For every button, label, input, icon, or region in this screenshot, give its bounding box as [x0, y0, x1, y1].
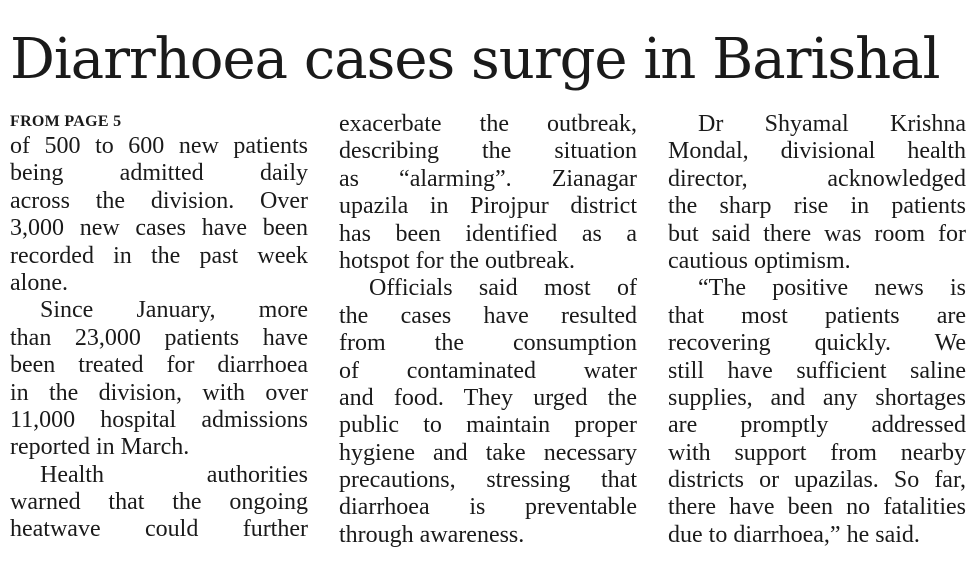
text-line: of 500 to 600 new patients: [10, 133, 308, 159]
text-line: as “alarming”. Zianagar: [339, 165, 637, 192]
text-line: but said there was room for: [668, 220, 966, 247]
text-line: the cases have resulted: [339, 302, 637, 329]
text-line: Since January, more: [40, 297, 308, 324]
text-line: recovering quickly. We: [668, 330, 966, 357]
text-line: Dr Shyamal Krishna: [698, 111, 966, 137]
headline: Diarrhoea cases surge in Barishal: [10, 27, 940, 92]
text-line: in the division, with over: [10, 379, 308, 406]
text-line: upazila in Pirojpur district: [339, 193, 637, 220]
text-line: warned that the ongoing: [10, 489, 308, 516]
text-line: are promptly addressed: [668, 412, 966, 439]
text-line: Mondal, divisional health: [668, 138, 966, 165]
text-line: through awareness.: [339, 521, 525, 548]
text-line: of contaminated water: [339, 357, 637, 384]
text-line: 3,000 new cases have been: [10, 215, 308, 242]
text-line: still have sufficient saline: [668, 357, 966, 384]
text-line: describing the situation: [339, 138, 637, 165]
text-line: cautious optimism.: [668, 247, 851, 274]
text-line: hotspot for the outbreak.: [339, 247, 575, 274]
text-line: heatwave could further: [10, 516, 308, 543]
text-line: exacerbate the outbreak,: [339, 111, 637, 137]
continuation-kicker: FROM PAGE 5: [10, 113, 122, 130]
text-line: across the division. Over: [10, 187, 308, 214]
text-line: due to diarrhoea,” he said.: [668, 521, 920, 548]
text-line: 11,000 hospital admissions: [10, 406, 308, 433]
text-line: and food. They urged the: [339, 384, 637, 411]
text-line: supplies, and any shortages: [668, 384, 966, 411]
text-line: than 23,000 patients have: [10, 324, 308, 351]
text-line: districts or upazilas. So far,: [668, 467, 966, 494]
text-line: there have been no fatalities: [668, 494, 966, 521]
article-column-1: [10, 111, 308, 544]
text-line: hygiene and take necessary: [339, 439, 637, 466]
text-line: Officials said most of: [369, 275, 637, 302]
article-column-3: [668, 111, 966, 549]
text-line: being admitted daily: [10, 160, 308, 187]
text-line: from the consumption: [339, 330, 637, 357]
text-line: has been identified as a: [339, 220, 637, 247]
text-line: recorded in the past week: [10, 242, 308, 269]
text-line: public to maintain proper: [339, 412, 637, 439]
text-line: precautions, stressing that: [339, 467, 637, 494]
text-line: diarrhoea is preventable: [339, 494, 637, 521]
text-line: Health authorities: [40, 461, 308, 488]
text-line: “The positive news is: [698, 275, 966, 302]
text-line: alone.: [10, 269, 68, 296]
text-line: that most patients are: [668, 302, 966, 329]
text-line: the sharp rise in patients: [668, 193, 966, 220]
text-line: been treated for diarrhoea: [10, 352, 308, 379]
text-line: director, acknowledged: [668, 165, 966, 192]
text-line: with support from nearby: [668, 439, 966, 466]
text-line: reported in March.: [10, 434, 190, 461]
article-column-2: [339, 111, 637, 549]
